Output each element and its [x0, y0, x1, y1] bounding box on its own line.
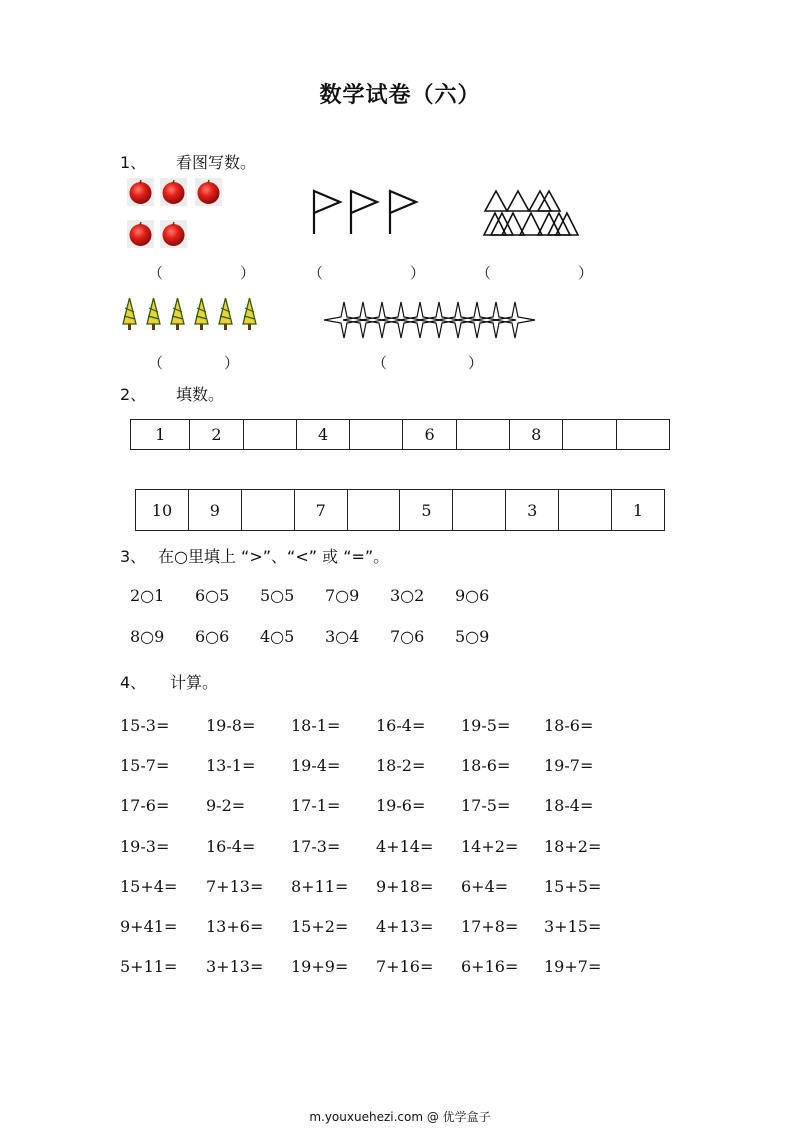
section-2-heading: [120, 382, 224, 405]
flag-icon: [351, 191, 377, 234]
calculation-item: 19-8=: [206, 716, 256, 735]
calculation-item: 18-6=: [544, 716, 594, 735]
calculation-item: 5+11=: [120, 957, 178, 977]
section-1-title: 看图写数。: [176, 153, 257, 172]
calculation-item: 16-4=: [376, 716, 426, 735]
section-4-number: 4、: [120, 673, 147, 692]
calculation-item: 19-6=: [376, 796, 426, 816]
sequence-cell: 9: [188, 490, 241, 531]
sequence-cell: 7: [294, 490, 347, 531]
tree-icon: [123, 298, 136, 330]
section-1-number: 1、: [120, 153, 147, 172]
sequence-cell-blank: [559, 490, 612, 531]
sequence-cell: 5: [400, 490, 453, 531]
calculation-item: 17-6=: [120, 796, 170, 816]
sequence-cell: 10: [136, 490, 189, 531]
calculation-item: 18-6=: [461, 756, 511, 776]
section-4-title: 计算。: [170, 673, 219, 692]
calculation-item: 6+16=: [461, 957, 519, 977]
sequence-cell: 2: [190, 420, 243, 450]
section-2-title: 填数。: [176, 385, 225, 404]
answer-paren-open: （: [476, 264, 492, 282]
compare-item: 2○1: [130, 586, 165, 605]
triangle-icon: [507, 191, 529, 211]
section-3-title: 在○里填上 “>”、“<” 或 “=”。: [158, 547, 390, 566]
calculation-item: 8+11=: [291, 876, 349, 896]
trees-picture: [122, 298, 267, 334]
section-4-heading: [120, 670, 218, 693]
calculation-item: 4+14=: [376, 836, 434, 856]
compare-row-2: [130, 627, 520, 646]
calculation-item: 7+16=: [376, 957, 434, 977]
calculation-item: 3+13=: [206, 957, 264, 977]
compare-item: 6○5: [195, 586, 230, 605]
compare-item: 4○5: [260, 627, 295, 646]
calculation-item: 19-5=: [461, 716, 511, 735]
sequence-cell-blank: [350, 420, 403, 450]
page-title: 数学试卷（六）: [319, 83, 481, 108]
calculation-item: 18-4=: [544, 796, 594, 816]
flag-icon: [390, 191, 416, 234]
answer-paren-close: ）: [410, 264, 426, 282]
triangle-icon: [491, 213, 513, 235]
tree-icon: [195, 298, 208, 330]
section-3-heading: [120, 544, 389, 567]
compare-item: 5○9: [455, 627, 490, 646]
sequence-cell-blank: [456, 420, 509, 450]
sequence-cell-blank: [453, 490, 506, 531]
sequence-cell-blank: [616, 420, 669, 450]
calculation-item: 16-4=: [206, 836, 256, 856]
sequence-cell: 3: [506, 490, 559, 531]
triangle-icon: [485, 191, 507, 211]
calculation-item: 17-3=: [291, 836, 341, 856]
calculation-item: 19+9=: [291, 957, 349, 977]
calculation-item: 15+5=: [544, 876, 602, 896]
sequence-cell-blank: [243, 420, 296, 450]
apple-icon: [127, 220, 154, 248]
compare-item: 7○9: [325, 586, 360, 605]
compare-item: 3○2: [390, 586, 425, 605]
section-3-number: 3、: [120, 547, 147, 566]
calculation-item: 7+13=: [206, 876, 264, 896]
answer-paren-close: ）: [578, 264, 594, 282]
sequence-cell: 4: [296, 420, 349, 450]
sequence-cell: 6: [403, 420, 456, 450]
calculation-item: 18-2=: [376, 756, 426, 776]
number-sequence-ascending: [130, 419, 670, 450]
calculation-item: 19+7=: [544, 957, 602, 977]
compare-item: 5○5: [260, 586, 295, 605]
calculation-item: 19-4=: [291, 756, 341, 776]
triangles-picture: [482, 189, 582, 239]
section-2-number: 2、: [120, 385, 147, 404]
calculation-item: 18-1=: [291, 716, 341, 735]
compare-row-1: [130, 586, 520, 605]
sequence-cell: 1: [612, 490, 665, 531]
answer-paren-open: （: [308, 264, 324, 282]
apple-icon: [160, 220, 187, 248]
triangle-icon: [502, 213, 524, 235]
sequence-cell: 1: [131, 420, 190, 450]
apple-icon: [195, 178, 222, 206]
answer-paren-open: （: [148, 354, 164, 372]
calculation-item: 14+2=: [461, 836, 519, 856]
triangle-icon: [484, 213, 506, 235]
sequence-cell-blank: [563, 420, 616, 450]
calculation-item: 9+41=: [120, 917, 178, 936]
tree-icon: [219, 298, 232, 330]
answer-paren-open: （: [148, 264, 164, 282]
compare-item: 7○6: [390, 627, 425, 646]
calculation-item: 19-3=: [120, 836, 170, 856]
compare-item: 6○6: [195, 627, 230, 646]
apple-icon: [127, 178, 154, 206]
footer-source: m.youxuehezi.com @ 优学盒子: [309, 1110, 491, 1124]
triangle-icon: [556, 213, 578, 235]
sequence-cell-blank: [347, 490, 400, 531]
calculation-item: 17-1=: [291, 796, 341, 816]
calculation-item: 13+6=: [206, 917, 264, 936]
compare-item: 8○9: [130, 627, 165, 646]
apples-picture: [125, 178, 235, 253]
answer-paren-close: ）: [240, 264, 256, 282]
calculation-item: 13-1=: [206, 756, 256, 776]
section-1-heading: [120, 150, 256, 173]
calculation-item: 15-3=: [120, 716, 170, 735]
calculation-item: 19-7=: [544, 756, 594, 776]
apple-icon: [160, 178, 187, 206]
calculation-item: 4+13=: [376, 917, 434, 936]
calculation-item: 15-7=: [120, 756, 170, 776]
stars-picture: [324, 302, 534, 342]
answer-paren-open: （: [372, 354, 388, 372]
calculation-item: 6+4=: [461, 876, 509, 896]
calculation-item: 17+8=: [461, 917, 519, 936]
triangle-icon: [520, 213, 542, 235]
answer-paren-close: ）: [468, 354, 484, 372]
tree-icon: [171, 298, 184, 330]
calculation-item: 15+2=: [291, 917, 349, 936]
tree-icon: [147, 298, 160, 330]
sequence-cell-blank: [241, 490, 294, 531]
compare-item: 3○4: [325, 627, 360, 646]
answer-paren-close: ）: [224, 354, 240, 372]
flags-picture: [308, 188, 428, 236]
sequence-cell: 8: [510, 420, 563, 450]
calculation-item: 9-2=: [206, 796, 246, 816]
calculation-item: 15+4=: [120, 876, 178, 896]
calculation-item: 3+15=: [544, 917, 602, 936]
tree-icon: [243, 298, 256, 330]
compare-item: 9○6: [455, 586, 490, 605]
number-sequence-descending: [135, 489, 665, 531]
calculation-item: 18+2=: [544, 836, 602, 856]
flag-icon: [314, 191, 340, 234]
calculation-item: 17-5=: [461, 796, 511, 816]
calculation-item: 9+18=: [376, 876, 434, 896]
